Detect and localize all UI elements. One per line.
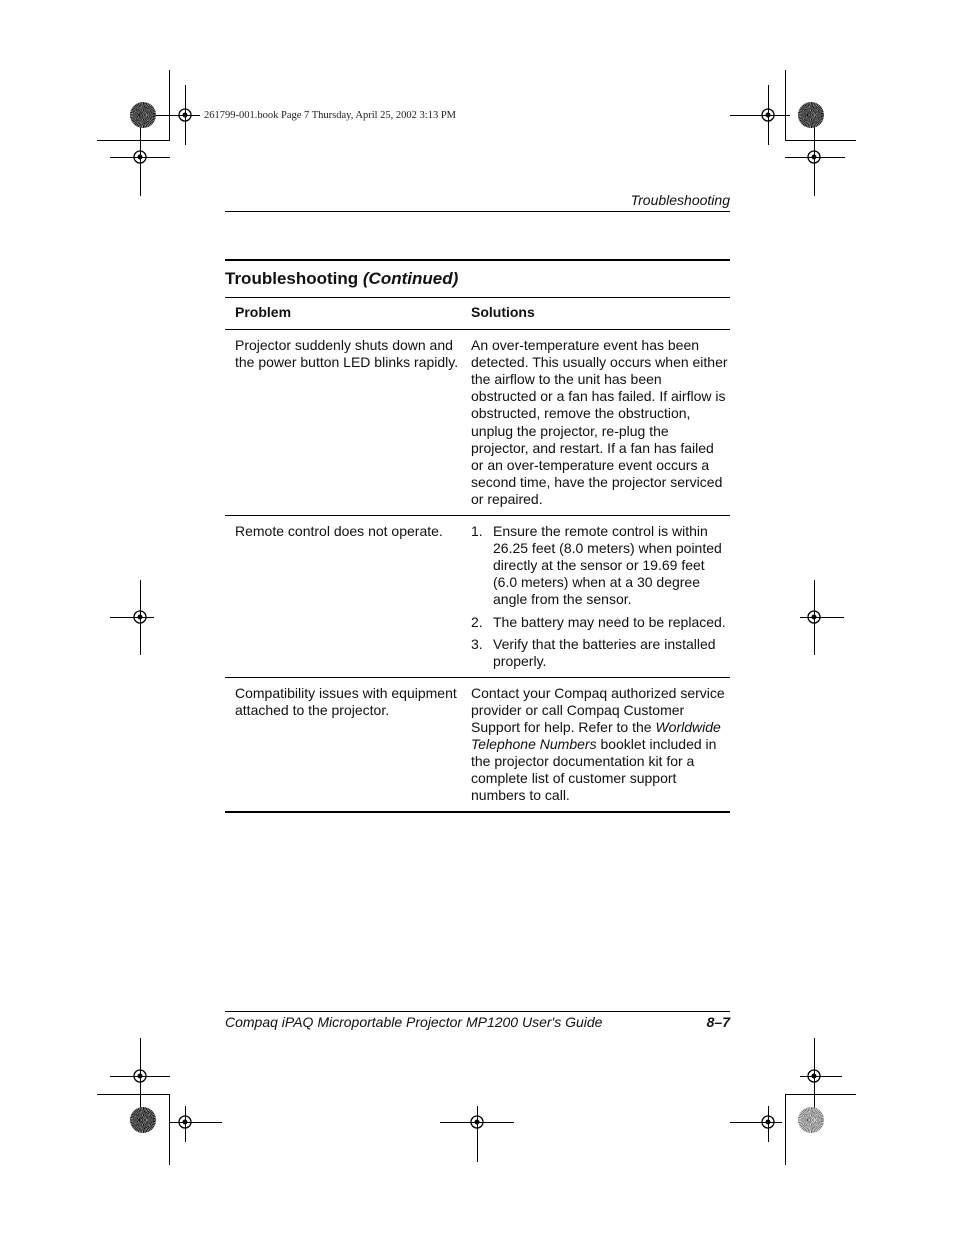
table-row [225, 515, 730, 677]
color-wheel-icon [798, 102, 824, 128]
registration-target-icon [755, 1109, 781, 1135]
list-item [471, 614, 730, 631]
solution-text-a: Contact your Compaq authorized service provider or call Compaq Customer Support for help. Refer to the [471, 684, 725, 735]
table-header-row [225, 297, 730, 329]
step-text: Verify that the batteries are installed properly. [493, 635, 716, 669]
step-text: Ensure the remote control is within 26.25 feet (8.0 meters) when pointed directly at the sensor or 19.69 feet (6.0 meters) when at a 30 degree angle from the sensor. [493, 523, 722, 608]
color-wheel-icon [130, 1107, 156, 1133]
column-header-solutions: Solutions [471, 304, 535, 320]
registration-target-icon [127, 144, 153, 170]
footer-book-title: Compaq iPAQ Microportable Projector MP1200 User's Guide [225, 1014, 603, 1030]
problem-cell: Remote control does not operate. [235, 523, 443, 540]
color-wheel-icon [130, 102, 156, 128]
list-item [471, 523, 730, 608]
registration-target-icon [801, 604, 827, 630]
step-number: 1. [471, 523, 483, 540]
printer-slug: 261799-001.book Page 7 Thursday, April 25, 2002 3:13 PM [204, 110, 456, 121]
step-text: The battery may need to be replaced. [493, 613, 726, 630]
problem-cell: Compatibility issues with equipment attached to the projector. [235, 684, 457, 718]
column-header-problem: Problem [235, 304, 292, 320]
problem-cell: Projector suddenly shuts down and the power button LED blinks rapidly. [235, 337, 459, 371]
solution-text-b: booklet included in the projector documentation kit for a complete list of customer support numbers to call. [471, 736, 717, 804]
running-head: Troubleshooting [630, 192, 730, 208]
registration-target-icon [172, 1109, 198, 1135]
table-title-text: Troubleshooting [225, 269, 359, 288]
color-wheel-icon [798, 1107, 824, 1133]
solution-cell [462, 678, 730, 812]
footer-rule [225, 1011, 730, 1012]
registration-target-icon [801, 1063, 827, 1089]
header-rule [225, 211, 730, 212]
table-row [225, 329, 730, 515]
registration-target-icon [801, 144, 827, 170]
troubleshooting-table [225, 259, 730, 813]
page-number: 8–7 [706, 1014, 730, 1030]
booklet-title: Worldwide Telephone Numbers [471, 718, 721, 753]
registration-target-icon [172, 102, 198, 128]
table-title [225, 261, 730, 297]
table-row [225, 677, 730, 814]
solution-steps [471, 523, 730, 670]
list-item [471, 636, 730, 670]
table-title-suffix: (Continued) [362, 269, 459, 288]
registration-target-icon [127, 604, 153, 630]
step-number: 2. [471, 613, 483, 630]
solution-cell: An over-temperature event has been detected. This usually occurs when either the airflow to the unit has been obstructed or a fan has failed. If airflow is obstructed, remove the obstruction, unplug the projector, re-plug the projector, and restart. If a fan has failed or an over-temperature event occurs a second time, have the projector serviced or repaired. [471, 337, 728, 507]
registration-target-icon [755, 102, 781, 128]
registration-target-icon [127, 1063, 153, 1089]
solution-cell [462, 516, 730, 677]
step-number: 3. [471, 635, 483, 652]
registration-target-icon [464, 1109, 490, 1135]
